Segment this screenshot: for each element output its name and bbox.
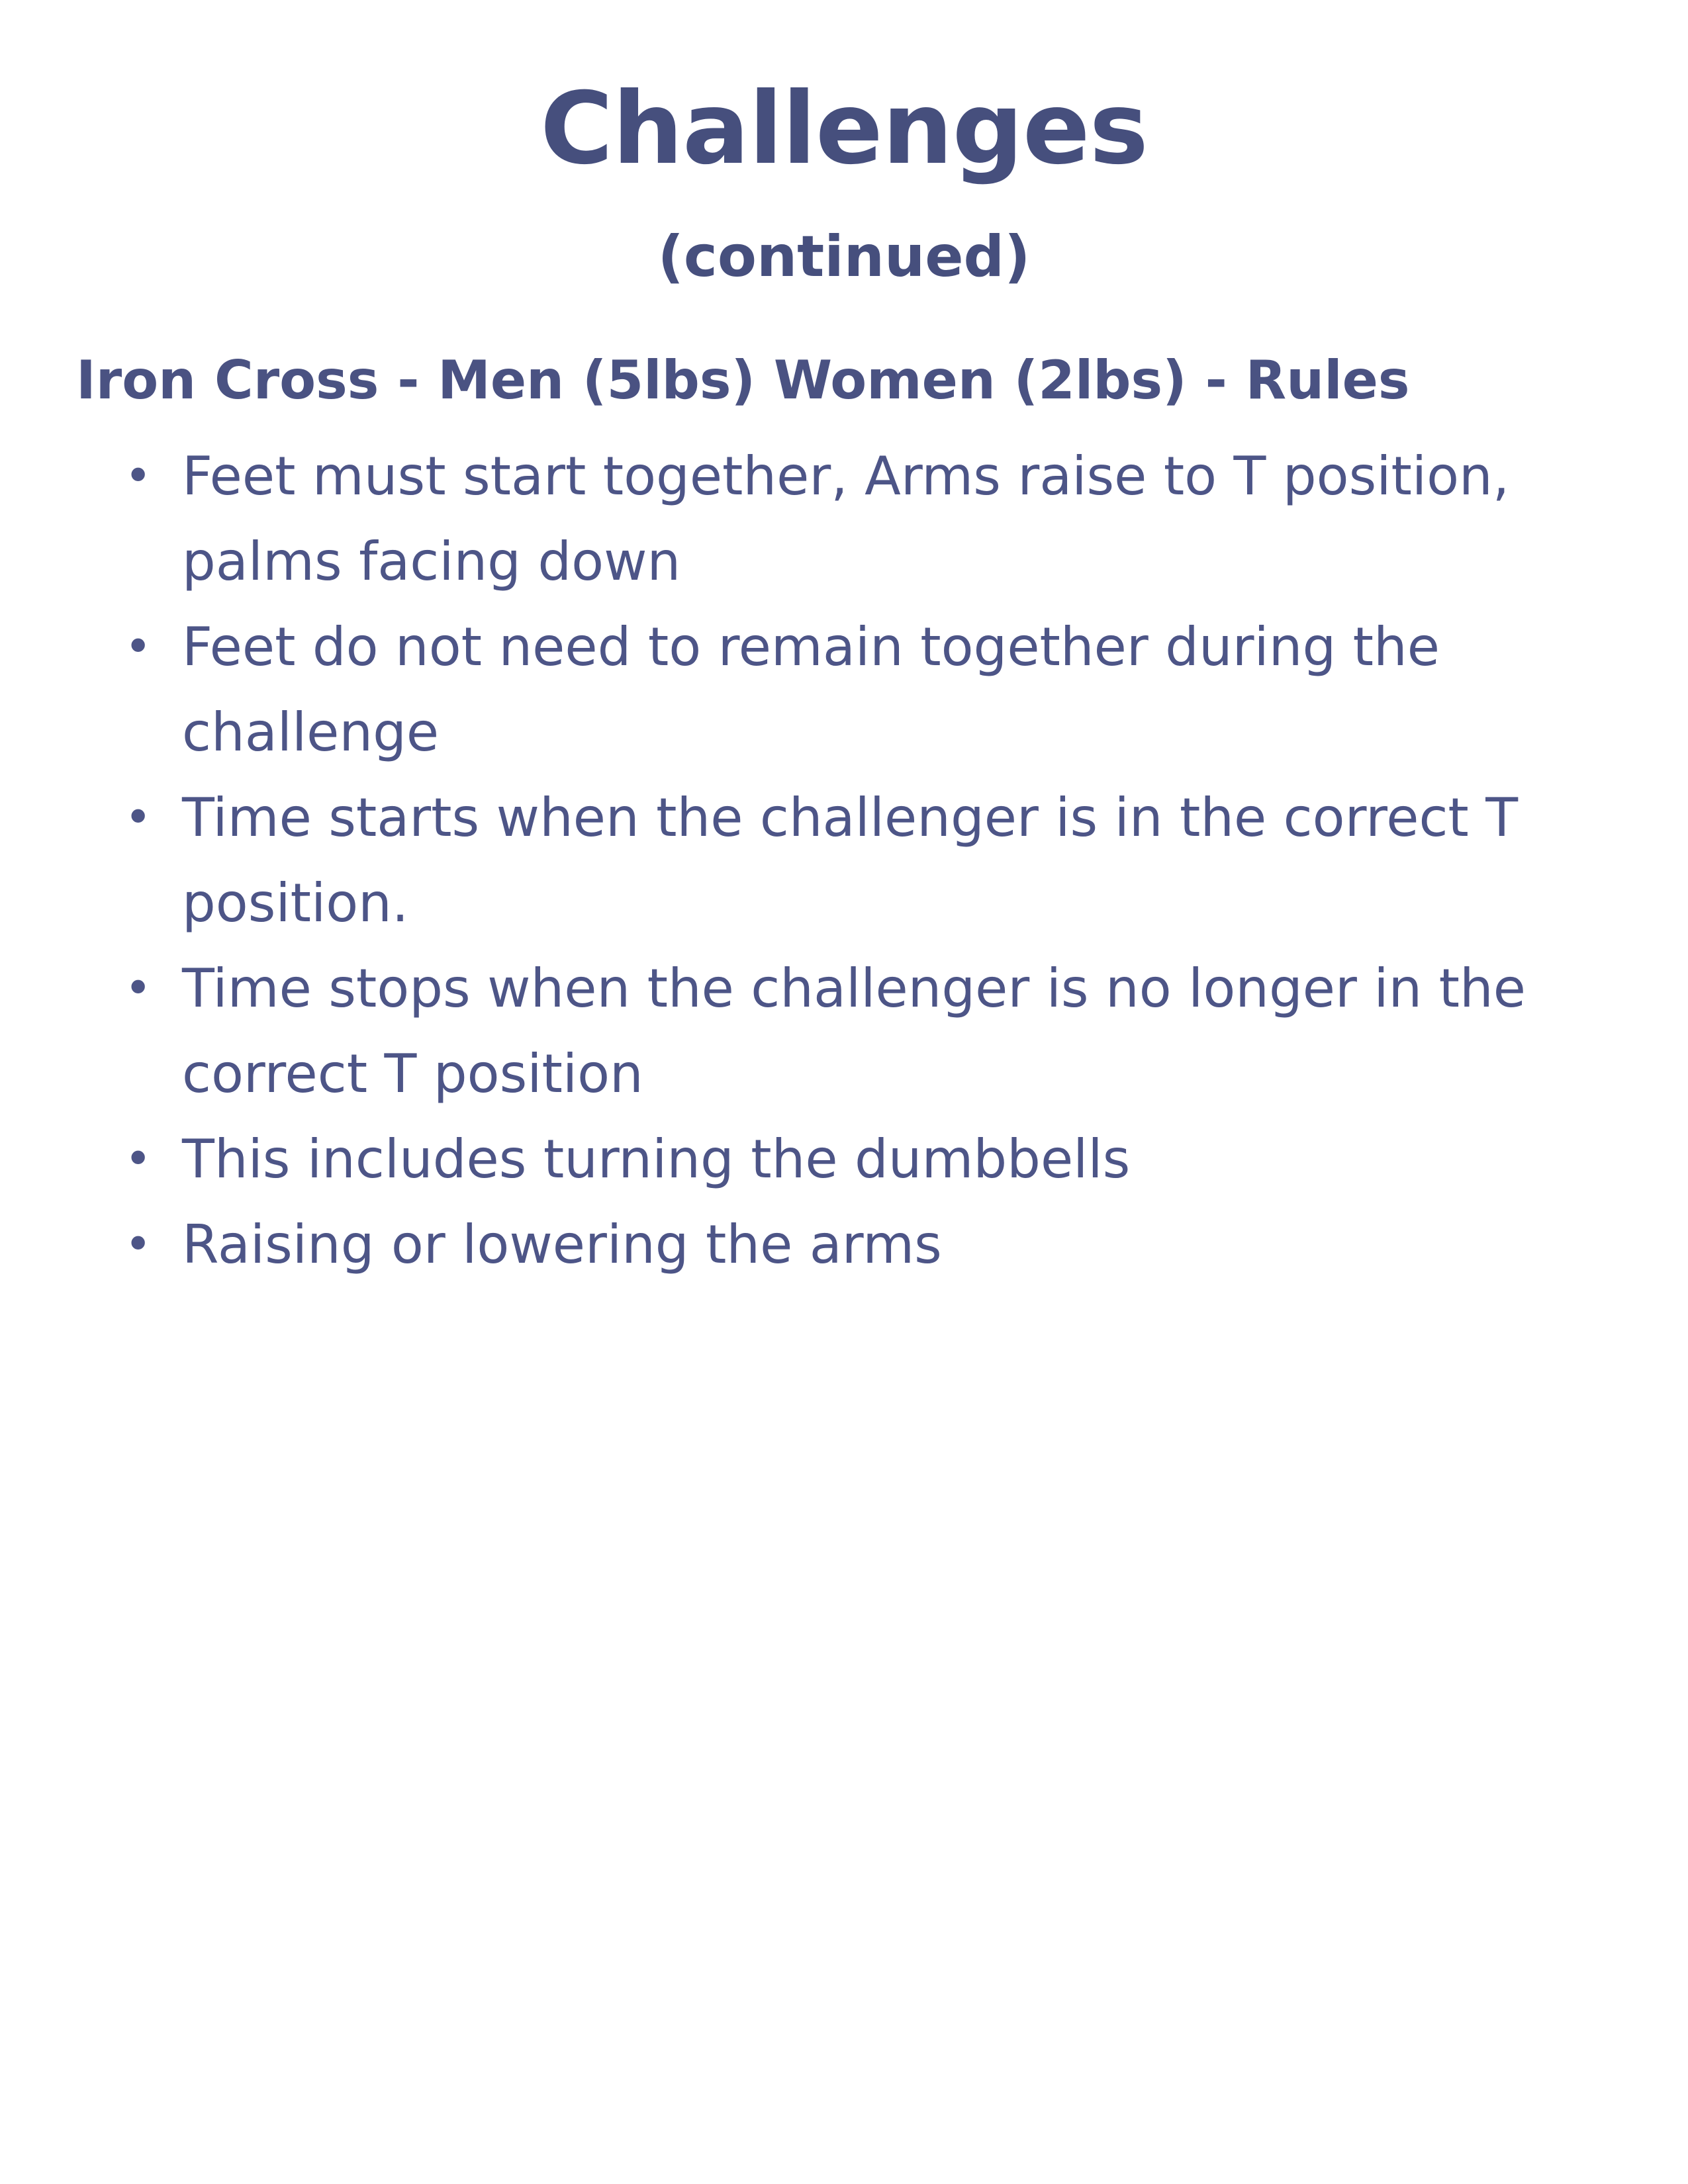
bullet-icon: •: [124, 449, 152, 503]
rule-item-6: [119, 1202, 1542, 1287]
rules-list: [119, 433, 1542, 1287]
rule-text: Feet do not need to remain together during the challenge: [182, 616, 1440, 763]
rule-item-5: [119, 1116, 1542, 1202]
bullet-icon: •: [124, 790, 152, 844]
rule-text: Time stops when the challenger is no longer in the correct T position: [182, 958, 1526, 1105]
bullet-icon: •: [124, 1217, 152, 1271]
rule-text: This includes turning the dumbbells: [182, 1128, 1131, 1190]
page-subtitle: (continued): [657, 224, 1031, 290]
section-heading: Iron Cross - Men (5lbs) Women (2lbs) - Rules: [76, 349, 1410, 411]
rule-text: Raising or lowering the arms: [182, 1214, 942, 1275]
bullet-icon: •: [124, 619, 152, 674]
bullet-icon: •: [124, 961, 152, 1015]
bullet-icon: •: [124, 1132, 152, 1186]
rule-text: Feet must start together, Arms raise to T position, palms facing down: [182, 445, 1510, 592]
rule-item-1: [119, 433, 1542, 604]
page-title: Challenges: [540, 71, 1148, 187]
rule-item-3: [119, 775, 1542, 946]
rule-text: Time starts when the challenger is in the correct T position.: [182, 787, 1519, 934]
rule-item-4: [119, 946, 1542, 1116]
rule-item-2: [119, 604, 1542, 775]
